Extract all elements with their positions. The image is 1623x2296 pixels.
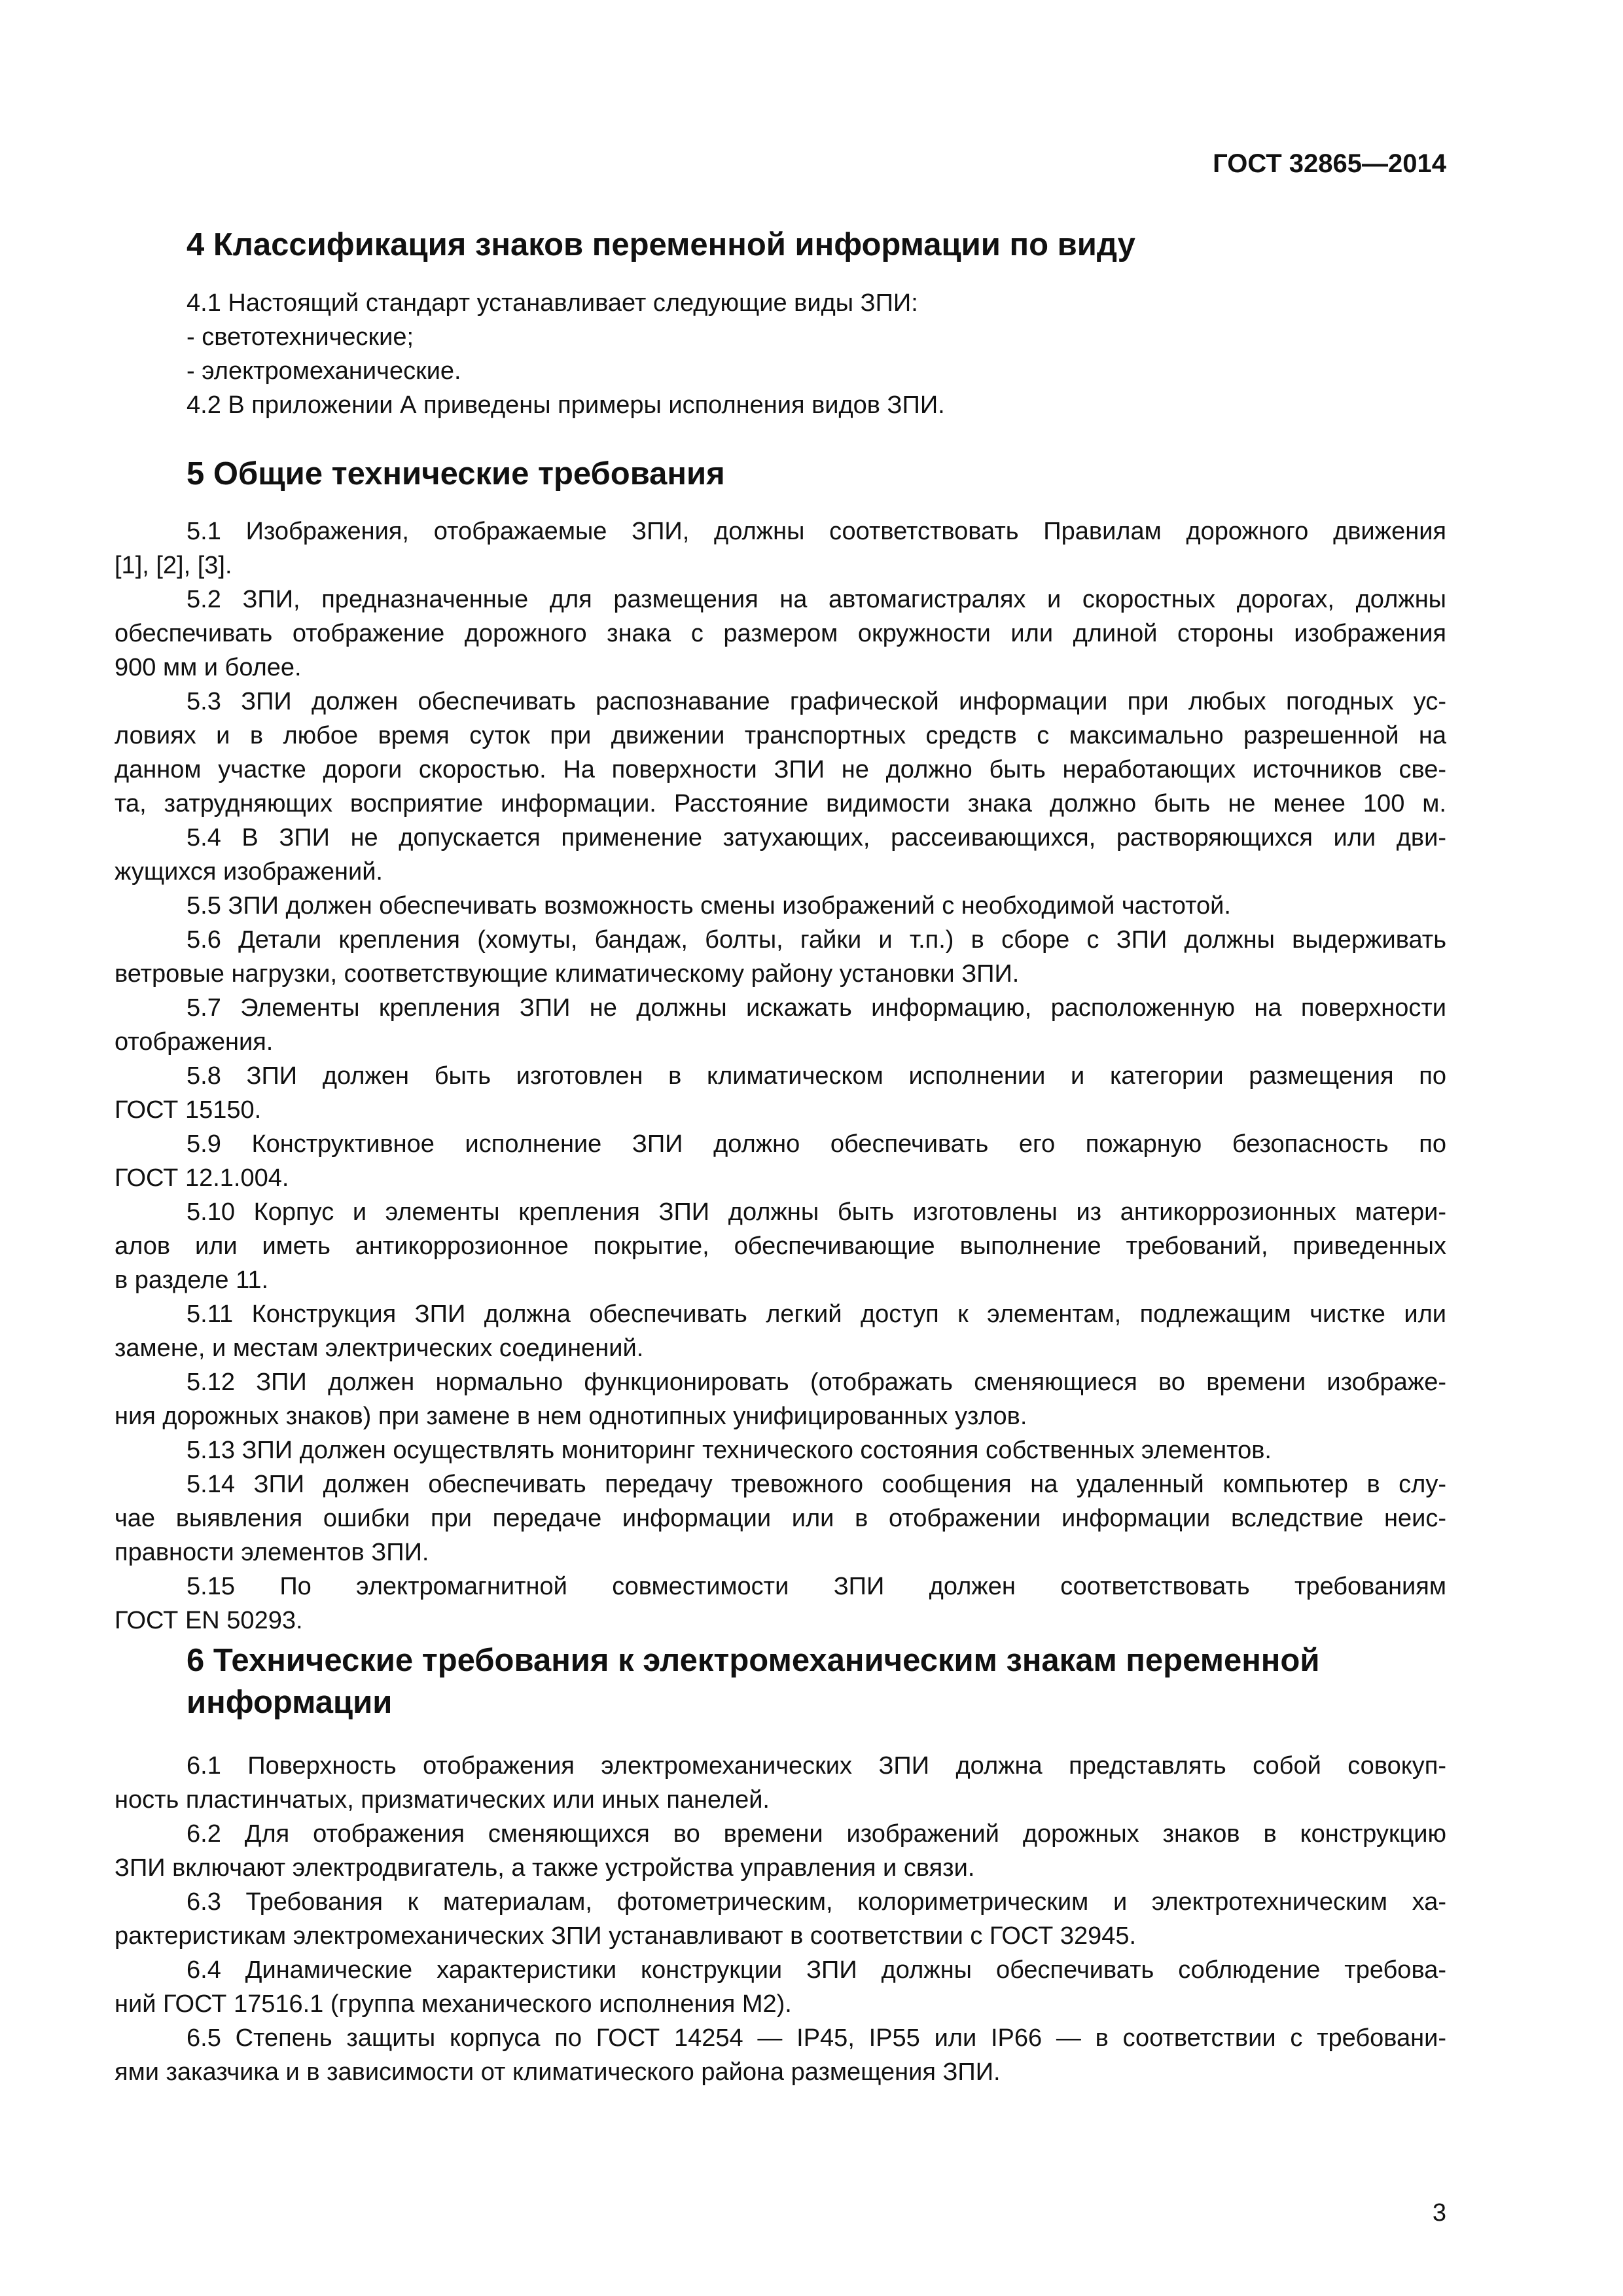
text-line: обеспечивать отображение дорожного знака с размером окружности или длиной стороны изображения	[115, 620, 1446, 647]
text-line: ями заказчика и в зависимости от климатического района размещения ЗПИ.	[115, 2058, 1001, 2086]
text-line: 5.6 Детали крепления (хомуты, бандаж, болты, гайки и т.п.) в сборе с ЗПИ должны выдерживать	[187, 926, 1446, 954]
text-line: ЗПИ включают электродвигатель, а также устройства управления и связи.	[115, 1854, 975, 1882]
text-line: 5.14 ЗПИ должен обеспечивать передачу тревожного сообщения на удаленный компьютер в слу-	[187, 1471, 1446, 1498]
text-line: 4.2 В приложении А приведены примеры исполнения видов ЗПИ.	[187, 391, 945, 419]
text-line: 5.4 В ЗПИ не допускается применение затухающих, рассеивающихся, растворяющихся или дви-	[187, 824, 1446, 852]
text-line: 5.7 Элементы крепления ЗПИ не должны искажать информацию, расположенную на поверхности	[187, 994, 1446, 1022]
text-line: данном участке дороги скоростью. На поверхности ЗПИ не должно быть неработающих источников све-	[115, 756, 1446, 783]
page-number: 3	[1432, 2199, 1446, 2227]
text-line: ния дорожных знаков) при замене в нем однотипных унифицированных узлов.	[115, 1403, 1027, 1430]
section-6-title-line2: информации	[187, 1685, 393, 1720]
text-line: 900 мм и более.	[115, 654, 302, 681]
document-header-id: ГОСТ 32865—2014	[1213, 149, 1446, 178]
text-line: 6.5 Степень защиты корпуса по ГОСТ 14254 — IP45, IP55 или IP66 — в соответствии с требовани-	[187, 2024, 1446, 2052]
text-line: 5.13 ЗПИ должен осуществлять мониторинг технического состояния собственных элементов.	[187, 1437, 1272, 1464]
text-line: 5.5 ЗПИ должен обеспечивать возможность смены изображений с необходимой частотой.	[187, 892, 1231, 920]
text-line: в разделе 11.	[115, 1266, 269, 1294]
text-line: - светотехнические;	[187, 323, 414, 351]
section-5-title: 5 Общие технические требования	[187, 456, 725, 492]
text-line: чае выявления ошибки при передаче информации или в отображении информации вследствие неис-	[115, 1505, 1446, 1532]
section-4-body	[115, 286, 1446, 422]
text-line: 6.3 Требования к материалам, фотометрическим, колориметрическим и электротехническим ха-	[187, 1888, 1446, 1916]
text-line: 6.2 Для отображения сменяющихся во времени изображений дорожных знаков в конструкцию	[187, 1820, 1446, 1848]
text-line: 5.12 ЗПИ должен нормально функционировать (отображать сменяющиеся во времени изображе-	[187, 1369, 1446, 1396]
text-line: [1], [2], [3].	[115, 552, 232, 579]
text-line: 5.9 Конструктивное исполнение ЗПИ должно обеспечивать его пожарную безопасность по	[187, 1130, 1446, 1158]
section-6-body	[115, 1749, 1446, 2089]
section-5-body	[115, 514, 1446, 1638]
text-line: 5.15 По электромагнитной совместимости ЗПИ должен соответствовать требованиям	[187, 1573, 1446, 1600]
text-line: 5.2 ЗПИ, предназначенные для размещения на автомагистралях и скоростных дорогах, должны	[187, 586, 1446, 613]
text-line: ловиях и в любое время суток при движении транспортных средств с максимально разрешенной на	[115, 722, 1446, 749]
text-line: ГОСТ 12.1.004.	[115, 1164, 289, 1192]
text-line: ний ГОСТ 17516.1 (группа механического исполнения М2).	[115, 1990, 792, 2018]
text-line: 6.4 Динамические характеристики конструкции ЗПИ должны обеспечивать соблюдение требова-	[187, 1956, 1446, 1984]
section-4-title: 4 Классификация знаков переменной информации по виду	[187, 227, 1135, 262]
text-line: ГОСТ EN 50293.	[115, 1607, 303, 1634]
section-6-title	[187, 1640, 1430, 1723]
text-line: - электромеханические.	[187, 357, 461, 385]
text-line: ность пластинчатых, призматических или иных панелей.	[115, 1786, 770, 1814]
text-line: 5.3 ЗПИ должен обеспечивать распознавание графической информации при любых погодных ус-	[187, 688, 1446, 715]
text-line: рактеристикам электромеханических ЗПИ устанавливают в соответствии с ГОСТ 32945.	[115, 1922, 1137, 1950]
text-line: ветровые нагрузки, соответствующие климатическому району установки ЗПИ.	[115, 960, 1020, 988]
text-line: та, затрудняющих восприятие информации. Расстояние видимости знака должно быть не менее 100 м.	[115, 790, 1446, 817]
text-line: ГОСТ 15150.	[115, 1096, 262, 1124]
text-line: 4.1 Настоящий стандарт устанавливает следующие виды ЗПИ:	[187, 289, 918, 317]
text-line: отображения.	[115, 1028, 274, 1056]
text-line: алов или иметь антикоррозионное покрытие, обеспечивающие выполнение требований, приведенных	[115, 1232, 1446, 1260]
section-6-title-line1: 6 Технические требования к электромеханическим знакам переменной	[187, 1643, 1320, 1678]
text-line: жущихся изображений.	[115, 858, 383, 886]
text-line: 6.1 Поверхность отображения электромеханических ЗПИ должна представлять собой совокуп-	[187, 1752, 1446, 1780]
document-page	[115, 0, 1446, 2296]
text-line: 5.10 Корпус и элементы крепления ЗПИ должны быть изготовлены из антикоррозионных матери-	[187, 1198, 1446, 1226]
text-line: 5.11 Конструкция ЗПИ должна обеспечивать легкий доступ к элементам, подлежащим чистке или	[187, 1300, 1446, 1328]
text-line: 5.8 ЗПИ должен быть изготовлен в климатическом исполнении и категории размещения по	[187, 1062, 1446, 1090]
text-line: замене, и местам электрических соединений.	[115, 1335, 644, 1362]
text-line: 5.1 Изображения, отображаемые ЗПИ, должны соответствовать Правилам дорожного движения	[187, 518, 1446, 545]
text-line: правности элементов ЗПИ.	[115, 1539, 429, 1566]
